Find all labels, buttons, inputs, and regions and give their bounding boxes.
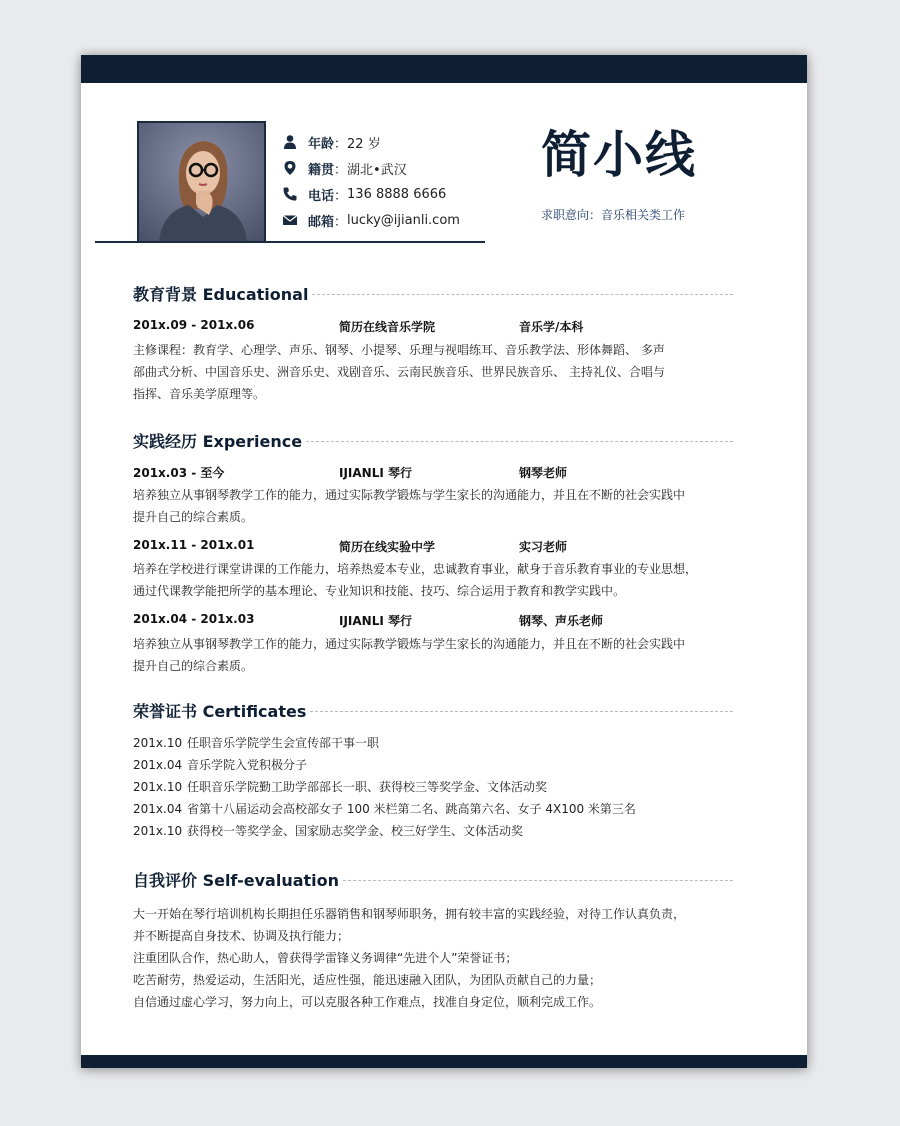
text-line: 吃苦耐劳，热爱运动，生活阳光，适应性强，能迅速融入团队，为团队贡献自己的力量；: [133, 973, 602, 987]
hometown-value: 湖北•武汉: [347, 162, 407, 178]
experience-description: [133, 633, 733, 677]
portrait-image: [139, 123, 264, 241]
text-line: 提升自己的综合素质。: [133, 659, 254, 673]
info-email: 邮箱 ： lucky@ijianli.com: [282, 210, 542, 230]
section-self-evaluation: [133, 868, 733, 890]
item-date: 201x.10: [133, 780, 183, 794]
list-item: [133, 798, 733, 820]
item-text: 获得校一等奖学金、国家励志奖学金、校三好学生、文体活动奖: [187, 824, 524, 838]
candidate-name: 简小线: [541, 126, 697, 184]
experience-description: [133, 484, 733, 528]
info-label: 邮箱: [308, 214, 335, 230]
header-divider: [95, 241, 485, 243]
section-title: 教育背景 Educational: [133, 284, 309, 304]
section-education: [133, 282, 733, 304]
text-line: 部曲式分析、中国音乐史、洲音乐史、戏剧音乐、云南民族音乐、世界民族音乐、 主持礼仪、合唱与: [133, 365, 665, 379]
item-date: 201x.04: [133, 758, 183, 772]
entry-org: IJIANLI 琴行: [339, 614, 413, 628]
section-certificates: [133, 699, 733, 721]
item-date: 201x.10: [133, 824, 183, 838]
age-value: 22 岁: [347, 136, 381, 152]
person-icon: [282, 134, 298, 150]
list-item: [133, 820, 733, 842]
info-label: 电话: [308, 188, 335, 204]
text-line: 大一开始在琴行培训机构长期担任乐器销售和钢琴师职务，拥有较丰富的实践经验，对待工作认真负责，: [133, 907, 686, 921]
text-line: 提升自己的综合素质。: [133, 510, 254, 524]
list-item: [133, 776, 733, 798]
info-phone: 电话 ： 136 8888 6666: [282, 184, 542, 204]
certificate-list: [133, 732, 733, 842]
entry-date: 201x.04 - 201x.03: [133, 612, 255, 626]
entry-org: IJIANLI 琴行: [339, 466, 413, 480]
profile-photo: [137, 121, 266, 243]
dashed-divider: [312, 294, 733, 295]
info-label: 籍贯: [308, 162, 335, 178]
item-text: 任职音乐学院学生会宣传部干事一职: [187, 736, 380, 750]
phone-icon: [282, 186, 298, 202]
experience-entry: [133, 538, 733, 556]
text-line: 培养在学校进行课堂讲课的工作能力，培养热爱本专业，忠诚教育事业，献身于音乐教育事业的专业思想，: [133, 562, 698, 576]
education-entry: [133, 318, 733, 336]
location-pin-icon: [282, 160, 298, 176]
experience-entry: [133, 612, 733, 630]
item-text: 任职音乐学院勤工助学部部长一职、获得校三等奖学金、文体活动奖: [187, 780, 548, 794]
experience-entry: [133, 464, 733, 482]
envelope-icon: [282, 212, 298, 228]
item-date: 201x.10: [133, 736, 183, 750]
top-bar: [81, 55, 807, 83]
text-line: 通过代课教学能把所学的基本理论、专业知识和技能、技巧、综合运用于教育和教学实践中。: [133, 584, 626, 598]
self-evaluation-text: [133, 903, 733, 1013]
info-label: 年龄: [308, 136, 335, 152]
text-line: 自信通过虚心学习，努力向上，可以克服各种工作难点，找准自身定位，顺利完成工作。: [133, 995, 602, 1009]
entry-role: 实习老师: [519, 540, 568, 554]
entry-major: 音乐学/本科: [519, 320, 584, 334]
section-experience: [133, 429, 733, 451]
item-date: 201x.04: [133, 802, 183, 816]
text-line: 培养独立从事钢琴教学工作的能力，通过实际教学锻炼与学生家长的沟通能力，并且在不断的社会实践中: [133, 488, 686, 502]
entry-school: 简历在线音乐学院: [339, 320, 436, 334]
dashed-divider: [306, 441, 733, 442]
section-title: 荣誉证书 Certificates: [133, 701, 307, 721]
list-item: [133, 732, 733, 754]
section-title: 自我评价 Self-evaluation: [133, 870, 340, 890]
text-line: 注重团队合作，热心助人，曾获得学雷锋义务调律“先进个人”荣誉证书；: [133, 951, 518, 965]
text-line: 并不断提高自身技术、协调及执行能力；: [133, 929, 350, 943]
list-item: [133, 754, 733, 776]
info-hometown: 籍贯 ： 湖北•武汉: [282, 158, 542, 178]
resume-sheet: [81, 55, 807, 1068]
entry-date: 201x.09 - 201x.06: [133, 318, 255, 332]
job-intention: 求职意向：音乐相关类工作: [541, 208, 686, 222]
entry-role: 钢琴、声乐老师: [519, 614, 604, 628]
info-age: 年龄 ： 22 岁: [282, 132, 542, 152]
text-line: 指挥、音乐美学原理等。: [133, 387, 266, 401]
item-text: 省第十八届运动会高校部女子 100 米栏第二名、跳高第六名、女子 4X100 米第三名: [187, 802, 636, 816]
entry-role: 钢琴老师: [519, 466, 568, 480]
experience-description: [133, 558, 733, 602]
phone-value: 136 8888 6666: [347, 186, 447, 202]
entry-date: 201x.03 - 至今: [133, 466, 225, 480]
text-line: 培养独立从事钢琴教学工作的能力，通过实际教学锻炼与学生家长的沟通能力，并且在不断的社会实践中: [133, 637, 686, 651]
dashed-divider: [310, 711, 733, 712]
text-line: 主修课程：教育学、心理学、声乐、钢琴、小提琴、乐理与视唱练耳、音乐教学法、形体舞蹈、 多声: [133, 343, 665, 357]
section-title: 实践经历 Experience: [133, 431, 303, 451]
bottom-bar: [81, 1055, 807, 1068]
dashed-divider: [343, 880, 733, 881]
education-courses: [133, 339, 733, 405]
email-value[interactable]: lucky@ijianli.com: [347, 212, 460, 228]
item-text: 音乐学院入党积极分子: [187, 758, 308, 772]
entry-date: 201x.11 - 201x.01: [133, 538, 255, 552]
entry-org: 简历在线实验中学: [339, 540, 436, 554]
